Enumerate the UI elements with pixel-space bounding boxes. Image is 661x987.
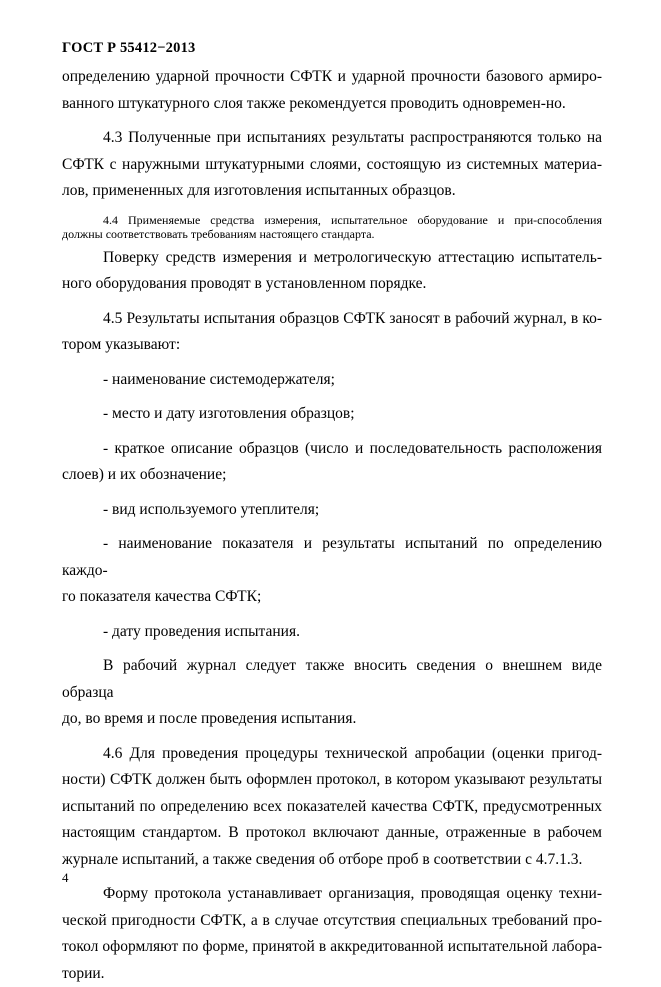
paragraph-protocol-form-line4 [62,961,602,987]
paragraph-4-5-line2 [62,332,602,359]
text-line: 4.3 Полученные при испытаниях результаты распространяются только на [103,129,602,146]
text-line: - краткое описание образцов (число и последовательность расположения [103,440,602,457]
paragraph-protocol-form-line2 [62,908,602,935]
paragraph-protocol-form [62,881,602,908]
text-line: определению ударной прочности СФТК и ударной прочности базового армиро- [62,64,602,91]
text-line: Поверку средств измерения и метрологическую аттестацию испытатель- [103,249,602,266]
text-line: 4.4 Применяемые средства измерения, испытательное оборудование и при-способления [62,213,602,227]
list-item-continuation [62,584,602,611]
text-line: 4.5 Результаты испытания образцов СФТК заносят в рабочий журнал, в ко- [103,310,602,327]
text-line: 4.6 Для проведения процедуры технической апробации (оценки пригод- [103,745,602,762]
paragraph-verification-line2 [62,271,602,298]
text-line: должны соответствовать требованиям настоящего стандарта. [62,227,602,241]
paragraph-journal [62,653,602,706]
paragraph-4-6-line5 [62,847,602,874]
text-line: - дату проведения испытания. [103,623,300,640]
document-header: ГОСТ Р 55412−2013 [62,40,195,57]
paragraph-4-6-line4 [62,820,602,847]
page-body [62,64,602,987]
text-line: до, во время и после проведения испытания. [62,710,356,727]
paragraph-4-3-line2 [62,152,602,179]
text-line: слоев) и их обозначение; [62,466,226,483]
text-line: настоящим стандартом. В протокол включают данные, отраженные в рабочем [62,824,602,841]
text-line: - наименование системодержателя; [103,371,335,388]
text-line: ного оборудования проводят в установленном порядке. [62,275,426,292]
paragraph-4-4 [62,213,602,241]
list-item-continuation [62,462,602,489]
text-line: го показателя качества СФТК; [62,588,261,605]
text-line: - вид используемого утеплителя; [103,501,319,518]
list-item [62,367,602,394]
paragraph-protocol-form-line3 [62,934,602,961]
text-line: ванного штукатурного слоя также рекомендуется проводить одновремен-но. [62,91,602,118]
text-line: тором указывают: [62,336,180,353]
paragraph-4-3-line3 [62,178,602,205]
text-line: - место и дату изготовления образцов; [103,405,355,422]
text-line: тории. [62,965,105,982]
text-line: ческой пригодности СФТК, а в случае отсутствия специальных требований про- [62,912,602,929]
text-line: ности) СФТК должен быть оформлен протокол, в котором указывают результаты [62,771,602,788]
paragraph-4-5 [62,306,602,333]
list-item [62,619,602,646]
paragraph-4-6-line3 [62,794,602,821]
paragraph-4-6 [62,741,602,768]
text-line: Форму протокола устанавливает организация, проводящая оценку техни- [103,885,602,902]
paragraph-verification [62,245,602,272]
page-number: 4 [62,870,69,886]
text-line: токол оформляют по форме, принятой в аккредитованной испытательной лабора- [62,938,602,955]
text-line: лов, примененных для изготовления испытанных образцов. [62,182,456,199]
paragraph-4-6-line2 [62,767,602,794]
text-line: испытаний по определению всех показателей качества СФТК, предусмотренных [62,798,602,815]
paragraph-continuation [62,64,602,91]
text-line: В рабочий журнал следует также вносить сведения о внешнем виде образца [62,657,602,701]
list-item [62,497,602,524]
paragraph-4-3 [62,125,602,152]
text-line: журнале испытаний, а также сведения об отборе проб в соответствии с 4.7.1.3. [62,851,582,868]
list-item [62,436,602,463]
paragraph-journal-line2 [62,706,602,733]
paragraph-continuation-end [62,91,602,118]
list-item [62,531,602,584]
text-line: - наименование показателя и результаты испытаний по определению каждо- [62,535,602,579]
list-item [62,401,602,428]
text-line: СФТК с наружными штукатурными слоями, состоящую из системных материа- [62,156,602,173]
